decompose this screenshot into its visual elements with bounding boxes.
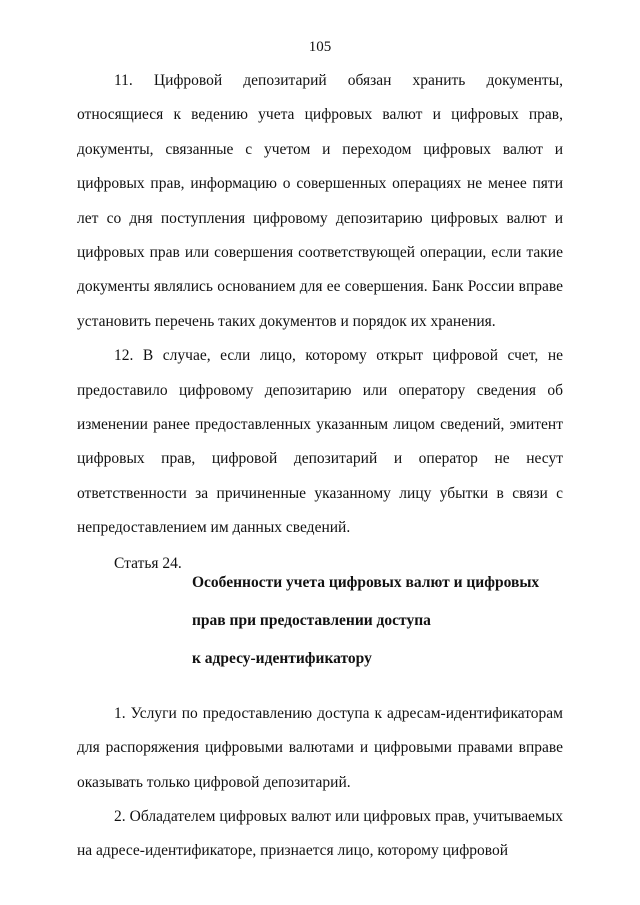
article-24-paragraph-2: 2. Обладателем цифровых валют или цифровых прав, учитываемых на адресе-идентификаторе, признается лицо, которому цифровой xyxy=(77,807,563,860)
page-number: 105 xyxy=(308,39,332,55)
article-title-line: Особенности учета цифровых валют и цифровых xyxy=(192,573,540,591)
article-number: Статья 24. xyxy=(114,554,182,572)
paragraph-12: 12. В случае, если лицо, которому открыт цифровой счет, не предоставило цифровому депозитарию или оператору сведения об изменении ранее предоставленных указанным лицом сведений, эмитент цифровых прав, цифровой депозитарий и оператор не несут ответственности за причиненные указанному лицу убытки в связи с непредоставлением им данных сведений. xyxy=(77,347,563,537)
paragraph-11: 11. Цифровой депозитарий обязан хранить документы, относящиеся к ведению учета цифровых валют и цифровых прав, документы, связанные с учетом и переходом цифровых валют и цифровых прав, информацию о совершенных операциях не менее пяти лет со дня поступления цифровому депозитарию цифровых валют и цифровых прав или совершения соответствующей операции, если такие документы являлись основанием для ее совершения. Банк России вправе установить перечень таких документов и порядок их хранения. xyxy=(77,72,563,330)
article-title xyxy=(192,554,539,687)
article-24-paragraph-1: 1. Услуги по предоставлению доступа к адресам-идентификаторам для распоряжения цифровыми валютами и цифровыми правами вправе оказывать только цифровой депозитарий. xyxy=(77,704,563,791)
article-title-line: к адресу-идентификатору xyxy=(192,649,372,667)
document-body xyxy=(77,64,563,869)
article-title-line: прав при предоставлении доступа xyxy=(192,611,431,629)
article-heading xyxy=(77,554,563,687)
